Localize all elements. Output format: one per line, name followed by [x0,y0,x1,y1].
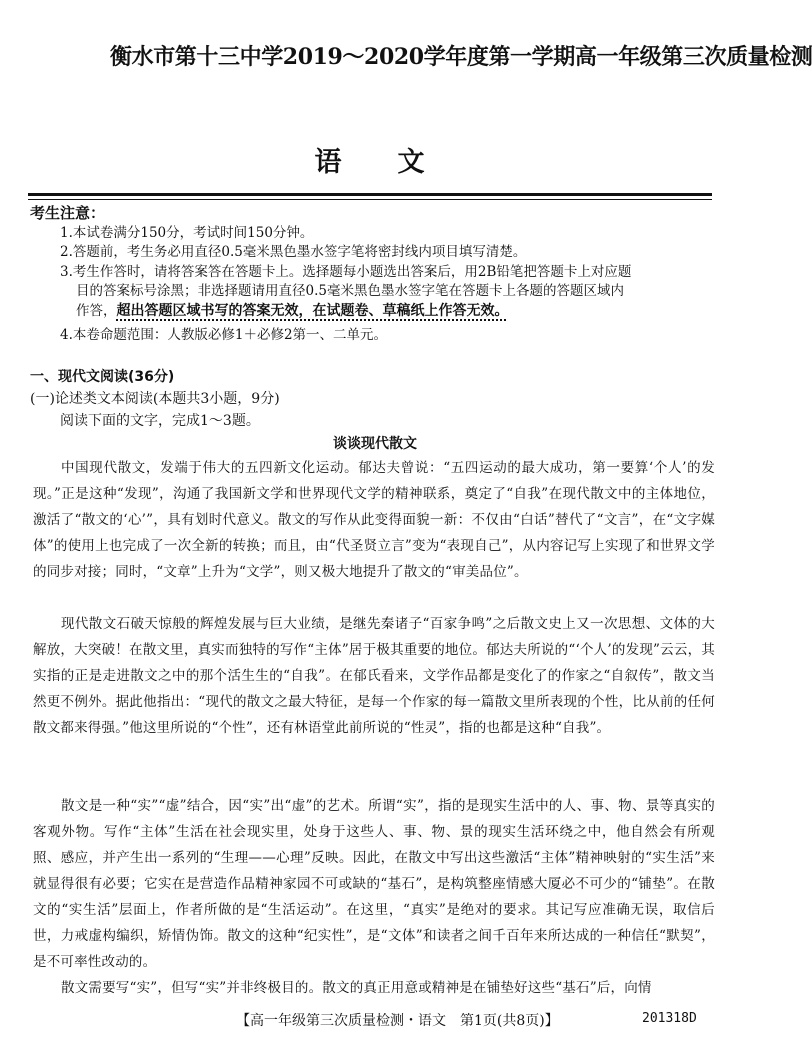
notice-emphasis: 超出答题区域书写的答案无效，在试题卷、草稿纸上作答无效。 [116,302,509,319]
notice-item-3-cont: 目的答案标号涂黑；非选择题请用直径0.5毫米黑色墨水签字笔在答题卡上各题的答题区域内 [76,283,624,299]
article-title: 谈谈现代散文 [333,436,417,452]
candidate-notice [30,204,720,346]
footer-page-info: 【高一年级第三次质量检测・语文 第1页(共8页)】 [236,1013,559,1029]
article-paragraph-3: 散文是一种“实”“虚”结合，因“实”出“虚”的艺术。所谓“实”，指的是现实生活中的人、事、物、景等真实的客观外物。写作“主体”生活在社会现实里，处身于这些人、事、物、景的现实生活环绕之中，他自然会有所观照、感应，并产生出一系列的“生理——心理”反映。因此，在散文中写出这些激活“主体”精神映射的“实生活”来就显得很有必要；它实在是营造作品精神家园不可或缺的“基石”，是构筑整座情感大厦必不可少的“铺垫”。在散文的“实生活”层面上，作者所做的是“生活运动”。在这里，“真实”是绝对的要求。其记写应准确无误，取信后世，力戒虚构编织，矫情伪饰。散文的这种“纪实性”，是“文体”和读者之间千百年来所达成的一种信任“默契”，是不可率性改动的。 [33,798,715,970]
footer-paper-code: 201318D [642,1011,697,1026]
exam-title: 衡水市第十三中学2019～2020学年度第一学期高一年级第三次质量检测 [110,44,812,70]
section-heading: 一、现代文阅读(36分) [30,369,175,385]
notice-item-3-end [30,302,720,322]
article-paragraph-1: 中国现代散文，发端于伟大的五四新文化运动。郁达夫曾说：“五四运动的最大成功，第一要算‘个人’的发现。”正是这种“发现”，沟通了我国新文学和世界现代文学的精神联系，奠定了“自我”在现代散文中的主体地位，激活了“散文的‘心’”，具有划时代意义。散文的写作从此变得面貌一新：不仅由“白话”替代了“文言”，在“文字媒体”的使用上也完成了一次全新的转换；而且，由“代圣贤立言”变为“表现自己”，从内容记写上实现了和世界文学的同步对接；同时，“文章”上升为“文学”，则又极大地提升了散文的“审美品位”。 [33,460,715,580]
notice-item-2: 2.答题前，考生务必用直径0.5毫米黑色墨水签字笔将密封线内项目填写清楚。 [60,244,527,260]
header-rule-thin [28,199,712,200]
reading-instruction: 阅读下面的文字，完成1～3题。 [60,413,260,429]
reading-section [30,366,720,456]
article-paragraph-4: 散文需要写“实”，但写“实”并非终极目的。散文的真正用意或精神是在铺垫好这些“基石”后，向情 [61,980,652,996]
subject-title: 语文 [314,147,481,178]
notice-item-1: 1.本试卷满分150分，考试时间150分钟。 [60,224,314,241]
notice-item-3-lead: 作答， [76,302,117,319]
notice-heading: 考生注意： [30,204,106,222]
page-footer [0,1010,739,1030]
article-paragraph-2: 现代散文石破天惊般的辉煌发展与巨大业绩，是继先秦诸子“百家争鸣”之后散文史上又一次思想、文体的大解放，大突破！在散文里，真实而独特的写作“主体”居于极其重要的地位。郁达夫所说的“‘个人’的发现”云云，其实指的正是走进散文之中的那个活生生的“自我”。在郁氏看来，文学作品都是变化了的作家之“自叙传”，散文当然更不例外。据此他指出：“现代的散文之最大特征，是每一个作家的每一篇散文里所表现的个性，比从前的任何散文都来得强。”他这里所说的“个性”，还有林语堂此前所说的“性灵”，指的也都是这种“自我”。 [33,616,715,736]
notice-item-3: 3.考生作答时，请将答案答在答题卡上。选择题每小题选出答案后，用2B铅笔把答题卡上对应题 [60,263,632,280]
header-rule-thick [28,193,712,196]
notice-item-4: 4.本卷命题范围：人教版必修1＋必修2第一、二单元。 [60,327,388,343]
subsection-heading: (一)论述类文本阅读(本题共3小题，9分) [30,391,280,407]
